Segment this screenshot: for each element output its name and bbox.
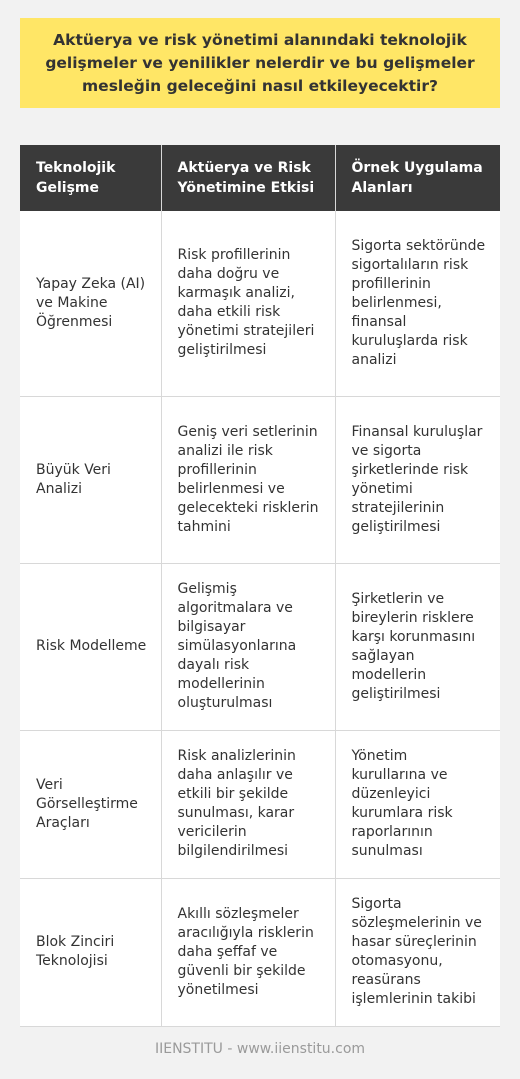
- cell-examples: Finansal kuruluşlar ve sigorta şirketlerinde risk yönetimi stratejilerinin geliştirilmesi: [335, 396, 500, 563]
- cell-impact: Geniş veri setlerinin analizi ile risk profillerinin belirlenmesi ve gelecekteki risklerin tahmini: [161, 396, 335, 563]
- title-banner: [20, 18, 500, 108]
- column-header-technology: Teknolojik Gelişme: [20, 145, 161, 211]
- cell-examples: Sigorta sözleşmelerinin ve hasar süreçlerinin otomasyonu, reasürans işlemlerinin takibi: [335, 878, 500, 1026]
- cell-technology: Büyük Veri Analizi: [20, 396, 161, 563]
- cell-technology: Yapay Zeka (AI) ve Makine Öğrenmesi: [20, 211, 161, 396]
- table-row: [20, 211, 500, 396]
- table-row: [20, 730, 500, 878]
- comparison-table: [20, 145, 500, 1027]
- cell-examples: Yönetim kurullarına ve düzenleyici kurumlara risk raporlarının sunulması: [335, 730, 500, 878]
- footer-credit: IIENSTITU - www.iienstitu.com: [154, 1041, 366, 1057]
- cell-impact: Gelişmiş algoritmalara ve bilgisayar simülasyonlarına dayalı risk modellerinin oluşturulması: [161, 563, 335, 730]
- page-title: Aktüerya ve risk yönetimi alanındaki teknolojik gelişmeler ve yenilikler nelerdir ve bu gelişmeler mesleğin geleceğini nasıl etkileyecektir?: [45, 30, 475, 95]
- column-header-examples: Örnek Uygulama Alanları: [335, 145, 500, 211]
- cell-technology: Veri Görselleştirme Araçları: [20, 730, 161, 878]
- cell-examples: Şirketlerin ve bireylerin risklere karşı korunmasını sağlayan modellerin geliştirilmesi: [335, 563, 500, 730]
- cell-technology: Blok Zinciri Teknolojisi: [20, 878, 161, 1026]
- column-header-impact: Aktüerya ve Risk Yönetimine Etkisi: [161, 145, 335, 211]
- table-row: [20, 563, 500, 730]
- cell-impact: Risk analizlerinin daha anlaşılır ve etkili bir şekilde sunulması, karar vericilerin bilgilendirilmesi: [161, 730, 335, 878]
- cell-impact: Risk profillerinin daha doğru ve karmaşık analizi, daha etkili risk yönetimi stratejileri geliştirilmesi: [161, 211, 335, 396]
- cell-technology: Risk Modelleme: [20, 563, 161, 730]
- table-row: [20, 396, 500, 563]
- cell-impact: Akıllı sözleşmeler aracılığıyla risklerin daha şeffaf ve güvenli bir şekilde yönetilmesi: [161, 878, 335, 1026]
- table-row: [20, 878, 500, 1026]
- cell-examples: Sigorta sektöründe sigortalıların risk profillerinin belirlenmesi, finansal kuruluşlarda risk analizi: [335, 211, 500, 396]
- table-header-row: [20, 145, 500, 211]
